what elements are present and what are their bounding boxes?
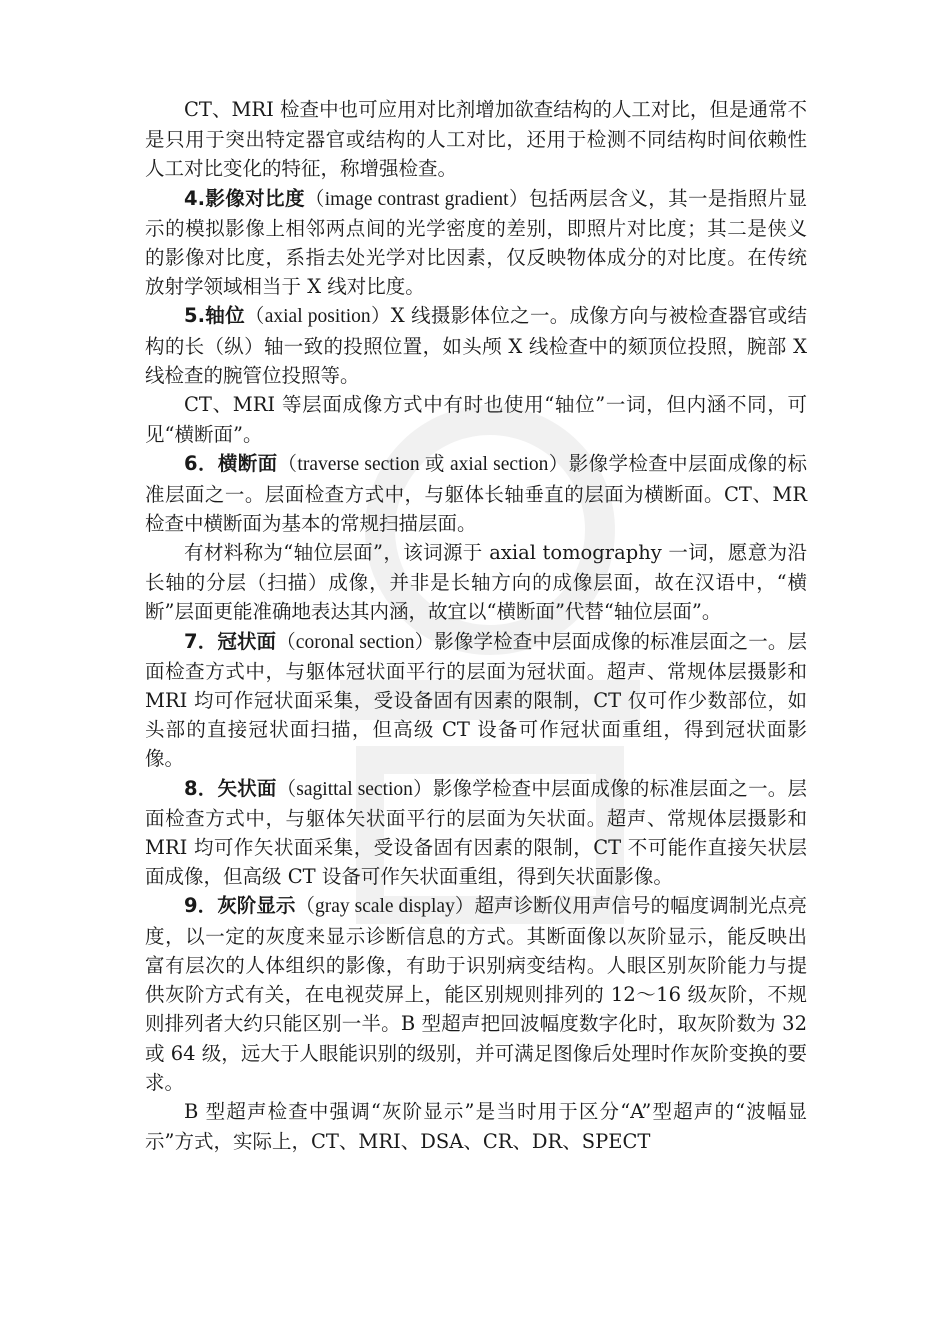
term-heading: 9．灰阶显示 <box>184 894 296 918</box>
term-english: （axial position） <box>244 306 391 328</box>
paragraph-text: 超声诊断仪用声信号的幅度调制光点亮度，以一定的灰度来显示诊断信息的方式。其断面像以灰阶显示，能反映出富有层次的人体组织的影像，有助于识别病变结构。人眼区别灰阶能力与提供灰阶方式有关，在电视荧屏上，能区别规则排列的 12～16 级灰阶，不规则排列者大约只能区别一半。B 型超声把回波幅度数字化时，取灰阶数为 32 或 64 级，远大于人眼能识别的级别，并可满足图像后处理时作灰阶变换的要求。 <box>145 894 807 1094</box>
paragraph-6 <box>145 538 807 627</box>
term-english: （gray scale display） <box>295 896 475 918</box>
paragraph-text: X 线摄影体位之一。成像方向与被检查器官或结构的长（纵）轴一致的投照位置，如头颅 X 线检查中的颏顶位投照，腕部 X 线检查的腕管位投照等。 <box>145 304 807 387</box>
paragraph-9 <box>145 891 807 1096</box>
paragraph-4 <box>145 390 807 449</box>
term-heading: 8．矢状面 <box>184 776 277 800</box>
paragraph-text: B 型超声检查中强调“灰阶显示”是当时用于区分“A”型超声的“波幅显示”方式，实际上，CT、MRI、DSA、CR、DR、SPECT <box>145 1099 807 1154</box>
term-heading: 4.影像对比度 <box>184 186 305 210</box>
paragraph-2 <box>145 184 807 302</box>
paragraph-5 <box>145 449 807 538</box>
term-heading: 7．冠状面 <box>184 629 277 653</box>
term-english: （coronal section） <box>276 631 435 653</box>
paragraph-text: 影像学检查中层面成像的标准层面之一。层面检查方式中，与躯体冠状面平行的层面为冠状面。超声、常规体层摄影和 MRI 均可作冠状面采集，受设备固有因素的限制，CT 仅可作少数部位，如头部的直接冠状面扫描，但高级 CT 设备可作冠状面重组，得到冠状面影像。 <box>145 629 807 771</box>
paragraph-text: 影像学检查中层面成像的标准层面之一。层面检查方式中，与躯体长轴垂直的层面为横断面。CT、MR 检查中横断面为基本的常规扫描层面。 <box>145 452 807 535</box>
term-heading: 5.轴位 <box>184 304 245 328</box>
document-body <box>145 95 807 1156</box>
term-heading: 6．横断面 <box>184 452 278 476</box>
paragraph-7 <box>145 627 807 774</box>
paragraph-text: 影像学检查中层面成像的标准层面之一。层面检查方式中，与躯体矢状面平行的层面为矢状面。超声、常规体层摄影和 MRI 均可作矢状面采集，受设备固有因素的限制，CT 不可能作直接矢状层面成像，但高级 CT 设备可作矢状面重组，得到矢状面影像。 <box>145 776 807 889</box>
paragraph-text: 包括两层含义，其一是指照片显示的模拟影像上相邻两点间的光学密度的差别，即照片对比度；其二是侠义的影像对比度，系指去处光学对比因素，仅反映物体成分的对比度。在传统放射学领域相当于 X 线对比度。 <box>145 186 807 299</box>
term-english: （sagittal section） <box>276 778 433 800</box>
paragraph-text: CT、MRI 检查中也可应用对比剂增加欲查结构的人工对比，但是通常不是只用于突出特定器官或结构的人工对比，还用于检测不同结构时间依赖性人工对比变化的特征，称增强检查。 <box>145 98 807 181</box>
term-english: （image contrast gradient） <box>304 188 529 210</box>
paragraph-8 <box>145 774 807 892</box>
paragraph-1 <box>145 95 807 184</box>
paragraph-text: 有材料称为“轴位层面”，该词源于 axial tomography 一词，愿意为沿长轴的分层（扫描）成像，并非是长轴方向的成像层面，故在汉语中，“横断”层面更能准确地表达其内涵，故宜以“横断面”代替“轴位层面”。 <box>145 541 807 624</box>
paragraph-3 <box>145 301 807 390</box>
paragraph-text: CT、MRI 等层面成像方式中有时也使用“轴位”一词，但内涵不同，可见“横断面”。 <box>145 393 807 447</box>
term-english: （traverse section 或 axial section） <box>277 454 569 476</box>
paragraph-10 <box>145 1097 807 1156</box>
